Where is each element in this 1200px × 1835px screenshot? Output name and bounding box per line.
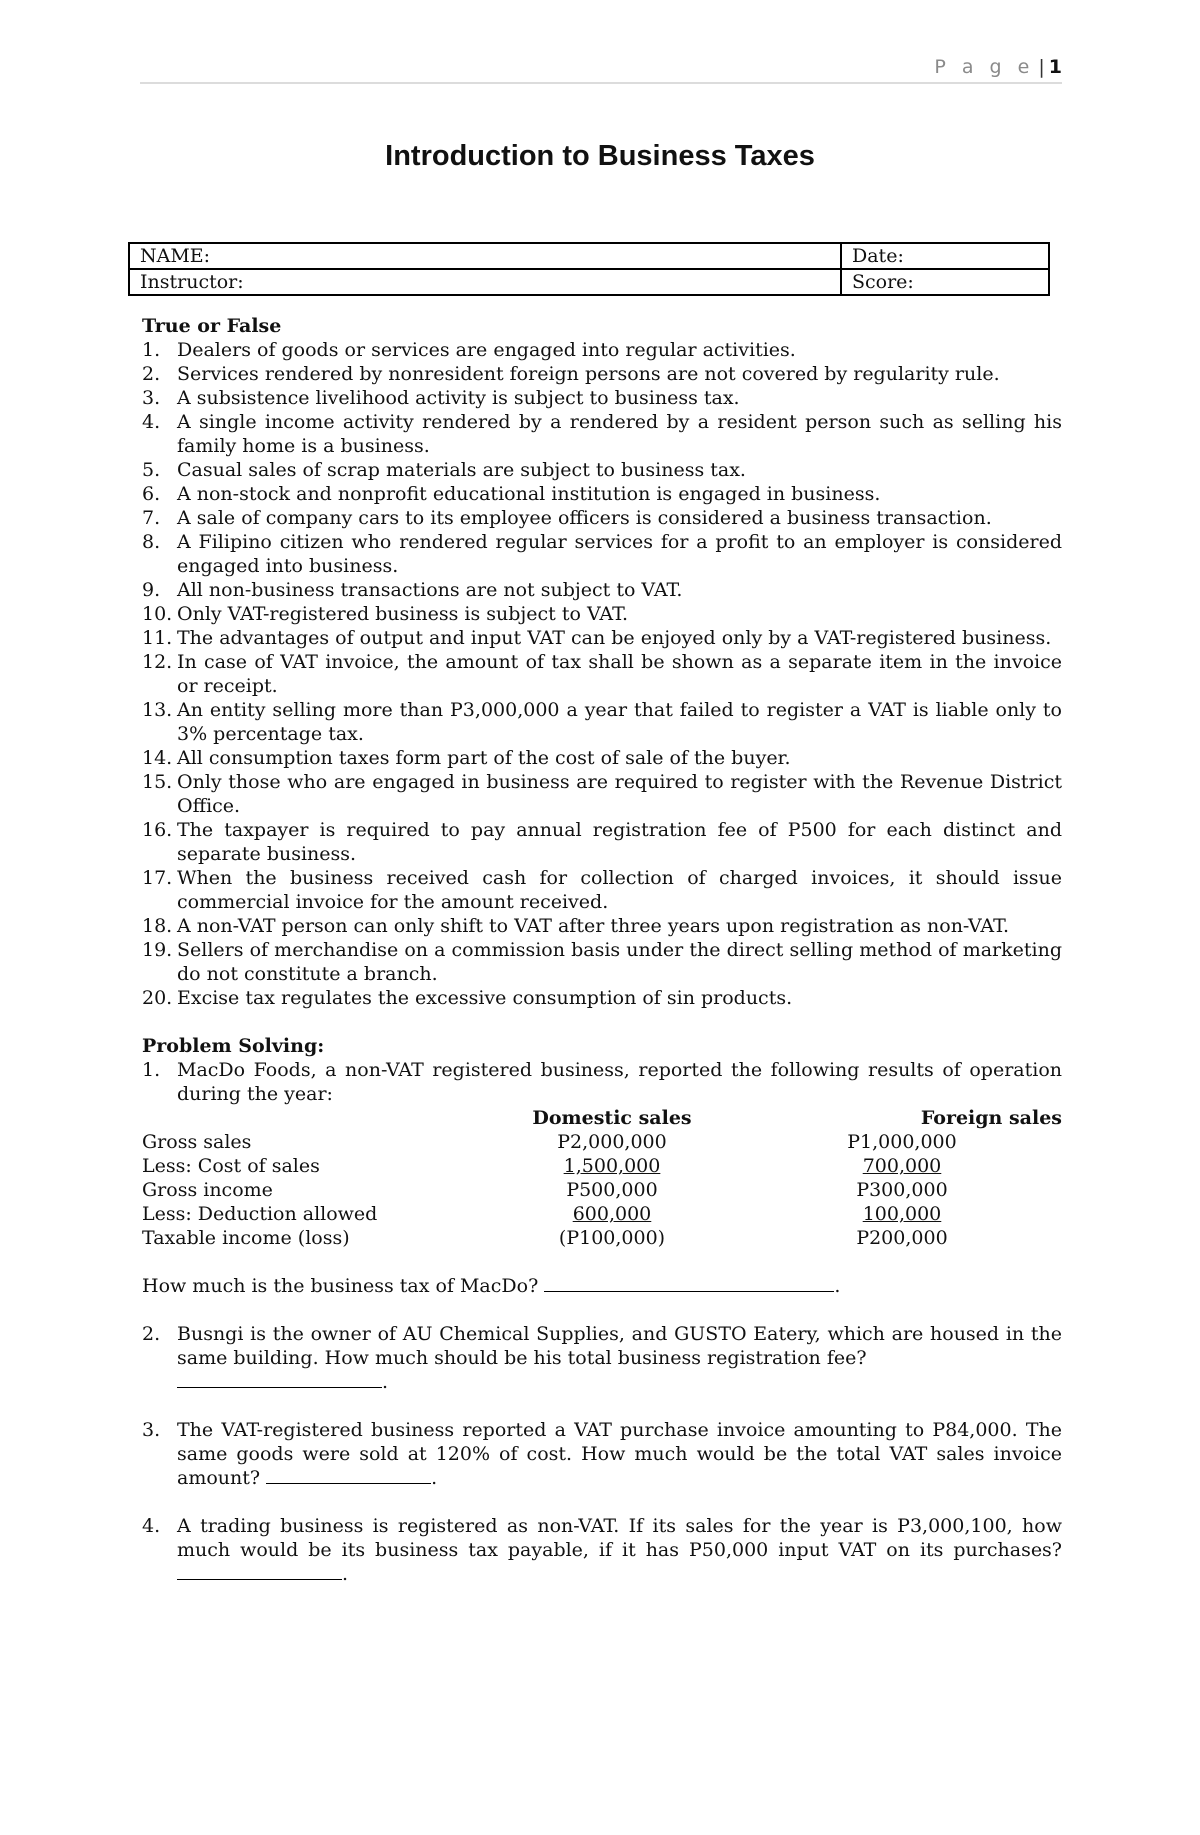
item-number: 19. — [142, 939, 173, 961]
item-text: All consumption taxes form part of the cost of sale of the buyer. — [177, 747, 791, 769]
item-text: In case of VAT invoice, the amount of tax shall be shown as a separate item in the invoice or receipt. — [177, 651, 1062, 697]
item-number: 12. — [142, 651, 173, 673]
row-label: Less: Cost of sales — [142, 1155, 320, 1177]
item-number: 17. — [142, 867, 173, 889]
item-number: 13. — [142, 699, 173, 721]
foreign-value: 100,000 — [862, 1203, 942, 1225]
problem-4 — [142, 1514, 1062, 1586]
true-false-item — [142, 770, 1062, 818]
true-false-item — [142, 530, 1062, 578]
problem-number: 2. — [142, 1323, 161, 1345]
true-false-item — [142, 626, 1062, 650]
domestic-value: P500,000 — [566, 1179, 658, 1201]
item-number: 9. — [142, 579, 161, 601]
item-text: Sellers of merchandise on a commission basis under the direct selling method of marketing do not constitute a branch. — [177, 939, 1062, 985]
financial-row — [142, 1178, 1062, 1202]
problem-1 — [142, 1058, 1062, 1106]
financial-row — [142, 1202, 1062, 1226]
date-field[interactable]: Date: — [841, 243, 1049, 269]
true-false-item — [142, 698, 1062, 746]
domestic-value: P2,000,000 — [557, 1131, 667, 1153]
page-number-value: 1 — [1048, 56, 1062, 78]
answer-blank[interactable] — [544, 1274, 834, 1292]
domestic-value: 600,000 — [572, 1203, 652, 1225]
column-header-domestic: Domestic sales — [532, 1107, 692, 1129]
true-false-list — [142, 338, 1062, 1010]
item-text: A non-stock and nonprofit educational institution is engaged in business. — [177, 483, 881, 505]
item-text: A Filipino citizen who rendered regular services for a profit to an employer is considered engaged into business. — [177, 531, 1062, 577]
financial-row — [142, 1226, 1062, 1250]
true-false-item — [142, 458, 1062, 482]
item-number: 7. — [142, 507, 161, 529]
true-false-item — [142, 386, 1062, 410]
item-number: 6. — [142, 483, 161, 505]
financial-row — [142, 1130, 1062, 1154]
item-number: 14. — [142, 747, 173, 769]
item-text: Casual sales of scrap materials are subject to business tax. — [177, 459, 746, 481]
item-text: An entity selling more than P3,000,000 a year that failed to register a VAT is liable only to 3% percentage tax. — [177, 699, 1062, 745]
problem-1-text: MacDo Foods, a non-VAT registered business, reported the following results of operation during the year: — [177, 1059, 1062, 1105]
problem-solving-heading: Problem Solving: — [142, 1035, 325, 1057]
financial-row — [142, 1154, 1062, 1178]
problem-number: 1. — [142, 1059, 161, 1081]
item-text: All non-business transactions are not subject to VAT. — [177, 579, 683, 601]
page-number — [934, 56, 1062, 78]
name-field[interactable]: NAME: — [129, 243, 841, 269]
item-text: A subsistence livelihood activity is subject to business tax. — [177, 387, 740, 409]
period: . — [382, 1371, 389, 1393]
true-false-item — [142, 602, 1062, 626]
row-label: Gross sales — [142, 1131, 252, 1153]
item-number: 11. — [142, 627, 173, 649]
period: . — [834, 1275, 841, 1297]
item-number: 2. — [142, 363, 161, 385]
answer-blank[interactable] — [177, 1370, 382, 1388]
problem-4-text: A trading business is registered as non-VAT. If its sales for the year is P3,000,100, how much would be its business tax payable, if it has P50,000 input VAT on its purchases? — [177, 1515, 1062, 1561]
true-false-item — [142, 338, 1062, 362]
instructor-field[interactable]: Instructor: — [129, 269, 841, 295]
true-false-item — [142, 914, 1062, 938]
item-number: 1. — [142, 339, 161, 361]
domestic-value: 1,500,000 — [563, 1155, 661, 1177]
financial-table-header — [142, 1106, 1062, 1130]
problem-2-text: Busngi is the owner of AU Chemical Supplies, and GUSTO Eatery, which are housed in the same building. How much should be his total business registration fee? — [177, 1323, 1062, 1369]
domestic-value: (P100,000) — [558, 1227, 666, 1249]
item-text: A single income activity rendered by a rendered by a resident person such as selling his family home is a business. — [177, 411, 1062, 457]
student-info-table — [128, 242, 1050, 296]
item-text: The taxpayer is required to pay annual registration fee of P500 for each distinct and separate business. — [177, 819, 1062, 865]
row-label: Taxable income (loss) — [142, 1227, 350, 1249]
foreign-value: P200,000 — [856, 1227, 948, 1249]
item-number: 5. — [142, 459, 161, 481]
page-separator: | — [1038, 56, 1045, 78]
item-number: 15. — [142, 771, 173, 793]
problem-1-question — [142, 1274, 1062, 1298]
item-text: A non-VAT person can only shift to VAT after three years upon registration as non-VAT. — [177, 915, 1010, 937]
foreign-value: 700,000 — [862, 1155, 942, 1177]
item-number: 10. — [142, 603, 173, 625]
true-false-item — [142, 866, 1062, 914]
foreign-value: P1,000,000 — [847, 1131, 957, 1153]
problem-number: 4. — [142, 1515, 161, 1537]
item-text: When the business received cash for collection of charged invoices, it should issue commercial invoice for the amount received. — [177, 867, 1062, 913]
item-text: A sale of company cars to its employee officers is considered a business transaction. — [177, 507, 992, 529]
item-number: 20. — [142, 987, 173, 1009]
financial-table — [142, 1106, 1062, 1250]
true-false-item — [142, 482, 1062, 506]
item-number: 4. — [142, 411, 161, 433]
row-label: Gross income — [142, 1179, 273, 1201]
problem-1-question-text: How much is the business tax of MacDo? — [142, 1275, 539, 1297]
answer-blank[interactable] — [266, 1466, 431, 1484]
problem-3-text: The VAT-registered business reported a VAT purchase invoice amounting to P84,000. The same goods were sold at 120% of cost. How much would be the total VAT sales invoice amount? — [177, 1419, 1062, 1489]
document-title: Introduction to Business Taxes — [385, 140, 815, 172]
item-number: 8. — [142, 531, 161, 553]
true-false-item — [142, 938, 1062, 986]
true-false-heading: True or False — [142, 315, 282, 337]
problem-3 — [142, 1418, 1062, 1490]
period: . — [342, 1563, 349, 1585]
item-text: Services rendered by nonresident foreign persons are not covered by regularity rule. — [177, 363, 1000, 385]
score-field[interactable]: Score: — [841, 269, 1049, 295]
item-text: Dealers of goods or services are engaged into regular activities. — [177, 339, 796, 361]
item-number: 18. — [142, 915, 173, 937]
true-false-item — [142, 506, 1062, 530]
row-label: Less: Deduction allowed — [142, 1203, 378, 1225]
foreign-value: P300,000 — [856, 1179, 948, 1201]
worksheet-content — [142, 314, 1062, 1586]
true-false-item — [142, 410, 1062, 458]
item-text: The advantages of output and input VAT can be enjoyed only by a VAT-registered business. — [177, 627, 1052, 649]
answer-blank[interactable] — [177, 1562, 342, 1580]
item-number: 3. — [142, 387, 161, 409]
item-number: 16. — [142, 819, 173, 841]
column-header-foreign: Foreign sales — [920, 1107, 1062, 1129]
true-false-item — [142, 818, 1062, 866]
period: . — [431, 1467, 438, 1489]
true-false-item — [142, 746, 1062, 770]
true-false-item — [142, 650, 1062, 698]
problem-2 — [142, 1322, 1062, 1394]
page-header — [140, 56, 1062, 84]
page-label: P a g e — [934, 56, 1035, 78]
true-false-item — [142, 578, 1062, 602]
problem-number: 3. — [142, 1419, 161, 1441]
true-false-item — [142, 362, 1062, 386]
item-text: Only VAT-registered business is subject to VAT. — [177, 603, 629, 625]
item-text: Only those who are engaged in business are required to register with the Revenue District Office. — [177, 771, 1062, 817]
true-false-item — [142, 986, 1062, 1010]
item-text: Excise tax regulates the excessive consumption of sin products. — [177, 987, 793, 1009]
